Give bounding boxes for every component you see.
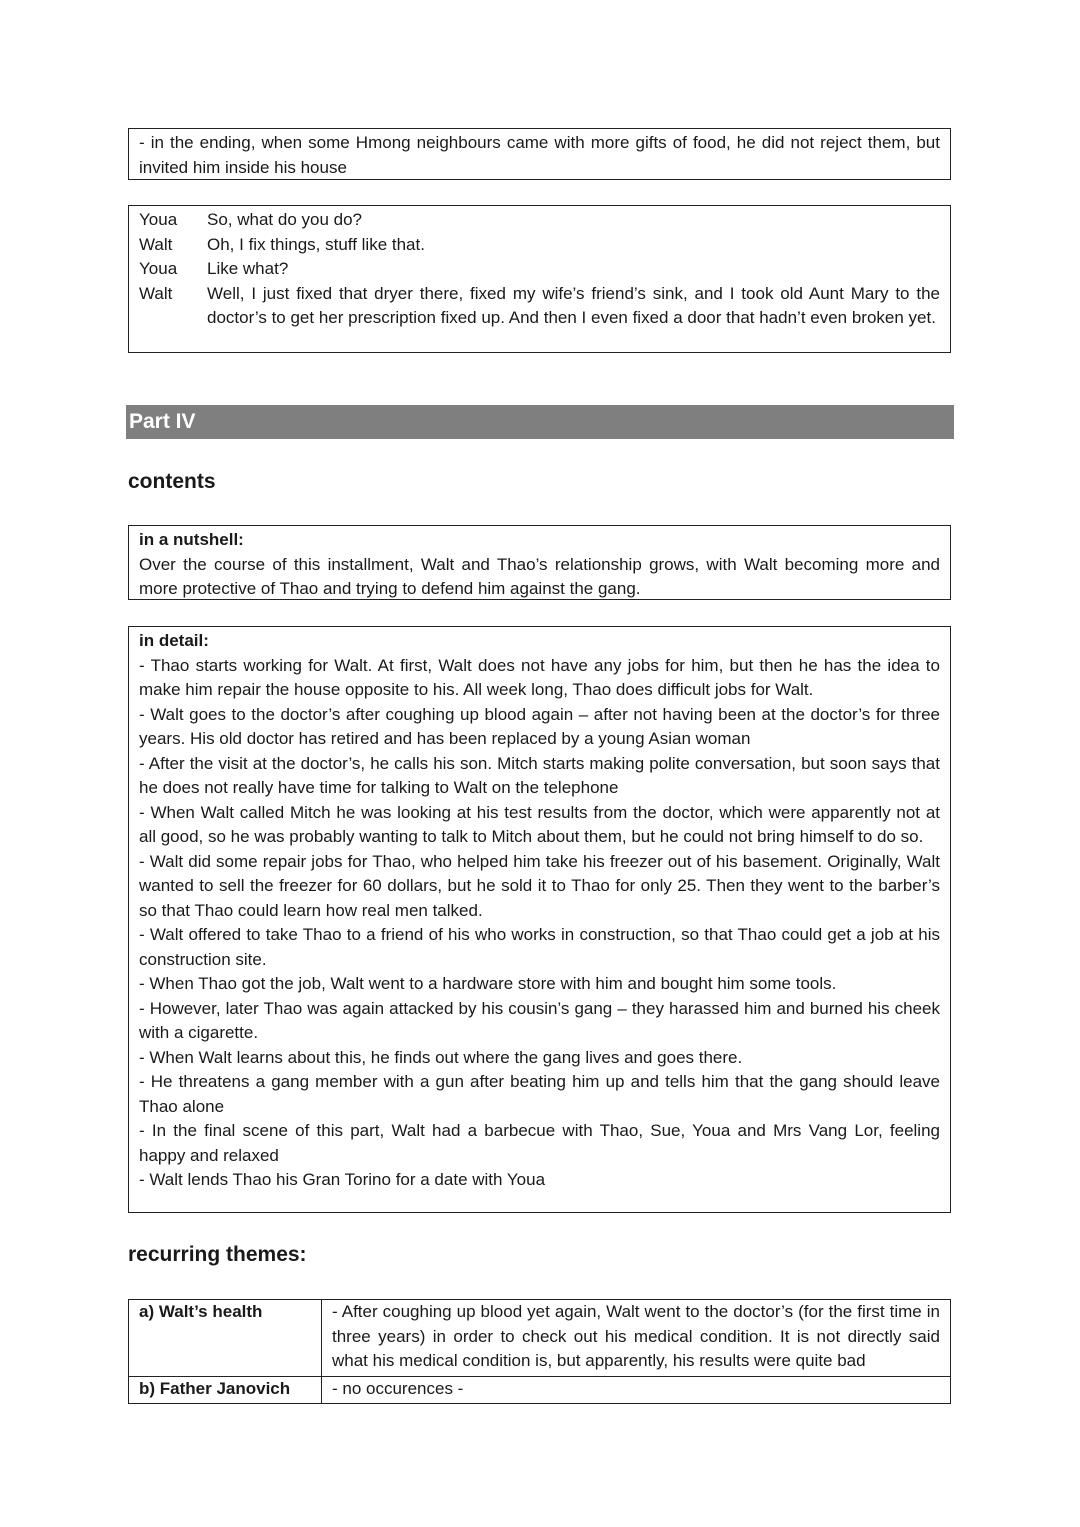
dialogue-line: Well, I just fixed that dryer there, fixed my wife’s friend’s sink, and I took old Aunt Mary to the doctor’s to get her prescription fixed up. And then I even fixed a door that hadn’t even broken yet. (207, 283, 940, 327)
detail-item: - Walt offered to take Thao to a friend of his who works in construction, so that Thao could get a job at his construction site. (139, 925, 940, 969)
dialogue-row (139, 233, 940, 258)
contents-heading: contents (128, 470, 216, 493)
dialogue-line: So, what do you do? (207, 210, 363, 229)
detail-item: - In the final scene of this part, Walt had a barbecue with Thao, Sue, Youa and Mrs Vang Lor, feeling happy and relaxed (139, 1121, 940, 1165)
theme-topic: a) Walt’s health (129, 1300, 322, 1377)
table-row (129, 1300, 951, 1377)
dialogue-row (139, 282, 940, 331)
detail-item: - When Thao got the job, Walt went to a hardware store with him and bought him some tools. (139, 974, 837, 993)
dialogue-line: Like what? (207, 259, 289, 278)
nutshell-label: in a nutshell: (139, 530, 244, 549)
theme-description: - After coughing up blood yet again, Walt went to the doctor’s (for the first time in three years) in order to check out his medical condition. It is not directly said what his medical condition is, but apparently, his results were quite bad (322, 1300, 951, 1377)
themes-table (128, 1299, 951, 1404)
detail-item: - He threatens a gang member with a gun after beating him up and tells him that the gang should leave Thao alone (139, 1072, 940, 1116)
detail-item: - Thao starts working for Walt. At first, Walt does not have any jobs for him, but then he has the idea to make him repair the house opposite to his. All week long, Thao does difficult jobs for Walt. (139, 655, 940, 699)
detail-item: - When Walt called Mitch he was looking at his test results from the doctor, which were apparently not at all good, so he was probably wanting to talk to Mitch about them, but he could not bring himself to do so. (139, 802, 940, 846)
dialogue-row (139, 257, 940, 282)
intro-text-box (128, 128, 951, 180)
detail-item: - Walt did some repair jobs for Thao, who helped him take his freezer out of his basement. Originally, Walt wanted to sell the freezer for 60 dollars, but he sold it to Thao for only 25. Then they went to the barber’s so that Thao could learn how real men talked. (139, 851, 940, 920)
theme-topic: b) Father Janovich (129, 1376, 322, 1404)
detail-item: - Walt lends Thao his Gran Torino for a date with Youa (139, 1170, 546, 1189)
dialogue-row (139, 208, 940, 233)
dialogue-speaker: Walt (139, 283, 173, 303)
detail-box (128, 626, 951, 1213)
detail-item: - Walt goes to the doctor’s after coughing up blood again – after not having been at the doctor’s for three years. His old doctor has retired and has been replaced by a young Asian woman (139, 704, 940, 748)
theme-description: - no occurences - (322, 1376, 951, 1404)
dialogue-box (128, 205, 951, 353)
detail-item: - After the visit at the doctor’s, he calls his son. Mitch starts making polite conversation, but soon says that he does not really have time for talking to Walt on the telephone (139, 753, 940, 797)
dialogue-speaker: Youa (139, 259, 178, 278)
detail-item: - When Walt learns about this, he finds out where the gang lives and goes there. (139, 1047, 743, 1067)
section-title-bar: Part IV (126, 405, 954, 439)
nutshell-text: Over the course of this installment, Walt and Thao’s relationship grows, with Walt becoming more and more protective of Thao and trying to defend him against the gang. (139, 554, 940, 598)
intro-text: - in the ending, when some Hmong neighbours came with more gifts of food, he did not reject them, but invited him inside his house (139, 133, 940, 177)
nutshell-box (128, 525, 951, 600)
dialogue-line: Oh, I fix things, stuff like that. (207, 234, 425, 254)
table-row (129, 1376, 951, 1404)
detail-item: - However, later Thao was again attacked by his cousin’s gang – they harassed him and burned his cheek with a cigarette. (139, 998, 940, 1042)
dialogue-speaker: Youa (139, 210, 178, 229)
themes-heading: recurring themes: (128, 1243, 307, 1266)
dialogue-speaker: Walt (139, 234, 173, 254)
detail-label: in detail: (139, 631, 209, 650)
